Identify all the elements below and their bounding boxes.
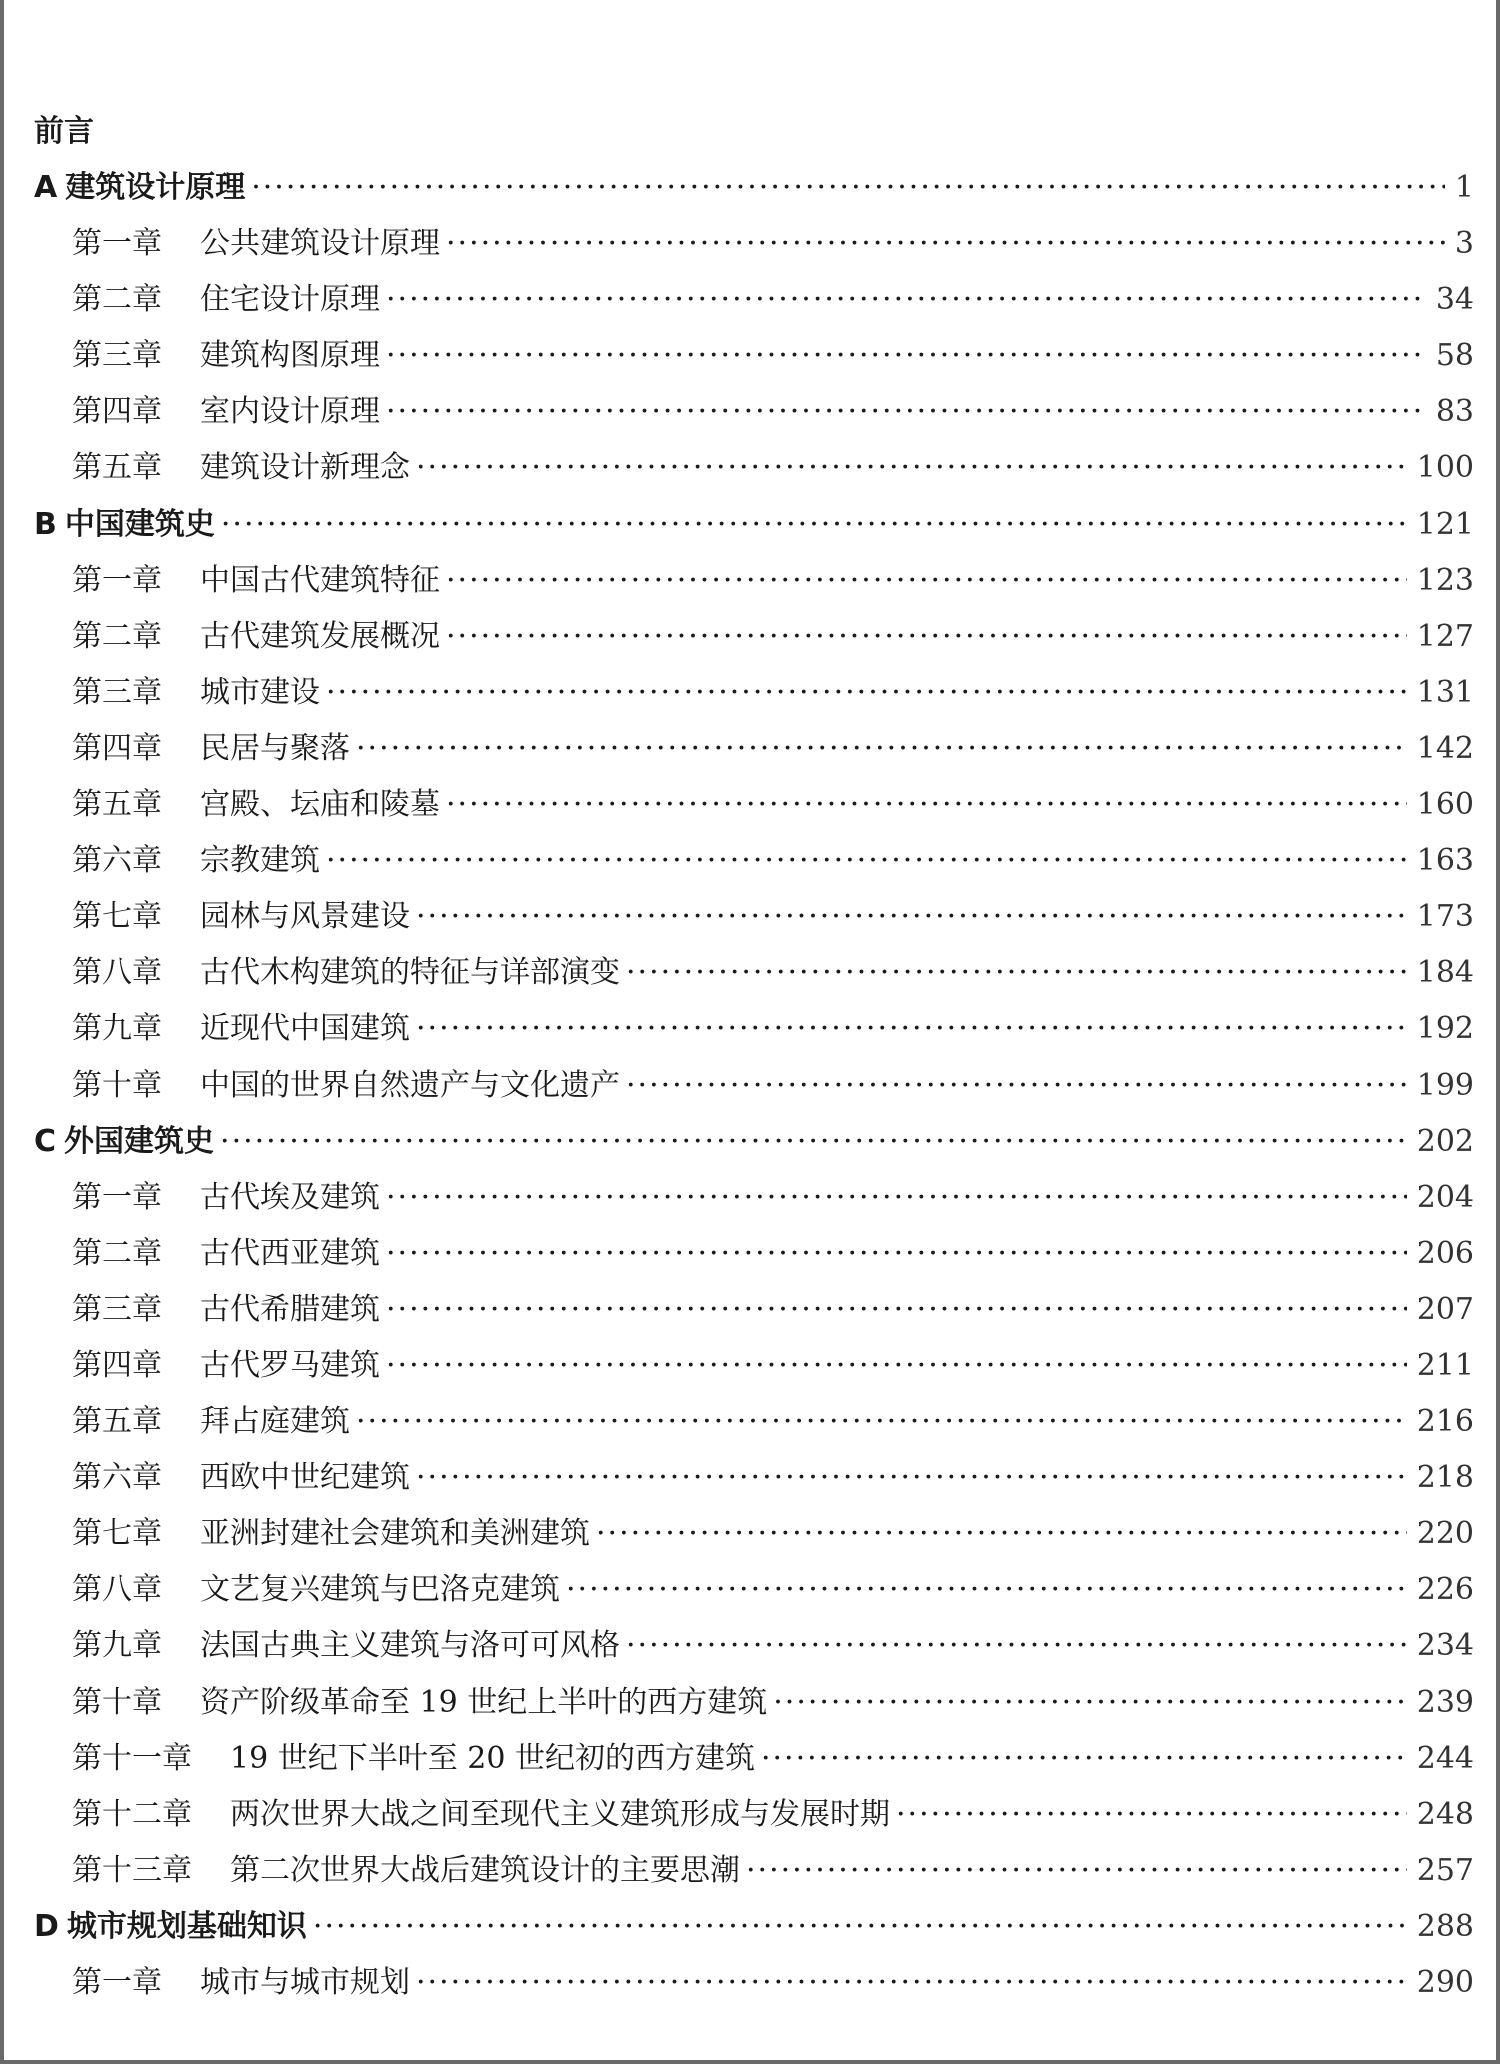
chapter-title: 中国的世界自然遗产与文化遗产 bbox=[200, 1067, 620, 1103]
toc-chapter-row[interactable] bbox=[34, 1618, 1474, 1674]
chapter-page-number: 244 bbox=[1416, 1740, 1474, 1776]
chapter-number: 第十章 bbox=[72, 1067, 162, 1103]
dot-leader bbox=[356, 1394, 1407, 1450]
dot-leader bbox=[386, 1226, 1407, 1282]
section-page-number: 1 bbox=[1454, 170, 1474, 205]
chapter-number: 第九章 bbox=[72, 1628, 162, 1664]
chapter-number: 第七章 bbox=[72, 1516, 162, 1552]
dot-leader bbox=[386, 1338, 1407, 1394]
toc-chapter-row[interactable] bbox=[34, 272, 1474, 328]
toc-chapter-row[interactable] bbox=[34, 777, 1474, 833]
section-letter: A bbox=[34, 170, 58, 205]
toc-chapter-row[interactable] bbox=[34, 1955, 1474, 2011]
dot-leader bbox=[386, 1282, 1407, 1338]
dot-leader bbox=[416, 1450, 1407, 1506]
chapter-page-number: 207 bbox=[1416, 1291, 1474, 1327]
chapter-title: 园林与风景建设 bbox=[200, 899, 410, 935]
section-page-number: 288 bbox=[1416, 1908, 1474, 1944]
dot-leader bbox=[251, 160, 1445, 216]
chapter-number: 第二章 bbox=[72, 1235, 162, 1271]
preface-heading: 前言 bbox=[34, 114, 94, 149]
chapter-title: 近现代中国建筑 bbox=[200, 1011, 410, 1047]
chapter-number: 第一章 bbox=[72, 226, 162, 262]
dot-leader bbox=[761, 1731, 1407, 1787]
dot-leader bbox=[326, 833, 1407, 889]
toc-chapter-row[interactable] bbox=[34, 440, 1474, 496]
chapter-number: 第五章 bbox=[72, 787, 162, 823]
toc-chapter-row[interactable] bbox=[34, 1001, 1474, 1057]
chapter-page-number: 123 bbox=[1416, 562, 1474, 598]
dot-leader bbox=[746, 1843, 1407, 1899]
chapter-title: 住宅设计原理 bbox=[200, 282, 380, 318]
dot-leader bbox=[356, 721, 1407, 777]
section-page-number: 202 bbox=[1416, 1123, 1474, 1159]
dot-leader bbox=[221, 497, 1407, 553]
chapter-number: 第三章 bbox=[72, 1291, 162, 1327]
chapter-title: 宫殿、坛庙和陵墓 bbox=[200, 787, 440, 823]
chapter-page-number: 204 bbox=[1416, 1179, 1474, 1215]
dot-leader bbox=[386, 384, 1426, 440]
toc-chapter-row[interactable] bbox=[34, 945, 1474, 1001]
chapter-number: 第九章 bbox=[72, 1011, 162, 1047]
chapter-number: 第六章 bbox=[72, 843, 162, 879]
chapter-page-number: 163 bbox=[1416, 843, 1474, 879]
section-page-number: 121 bbox=[1416, 506, 1474, 542]
chapter-title: 宗教建筑 bbox=[200, 843, 320, 879]
toc-chapter-row[interactable] bbox=[34, 553, 1474, 609]
dot-leader bbox=[596, 1506, 1407, 1562]
dot-leader bbox=[446, 777, 1407, 833]
section-title: 城市规划基础知识 bbox=[66, 1908, 307, 1944]
dot-leader bbox=[386, 1170, 1407, 1226]
section-letter: D bbox=[34, 1908, 59, 1944]
chapter-title: 19 世纪下半叶至 20 世纪初的西方建筑 bbox=[230, 1740, 755, 1776]
chapter-number: 第十三章 bbox=[72, 1852, 192, 1888]
dot-leader bbox=[326, 665, 1407, 721]
chapter-title: 第二次世界大战后建筑设计的主要思潮 bbox=[230, 1852, 740, 1888]
chapter-page-number: 83 bbox=[1435, 394, 1474, 430]
chapter-page-number: 206 bbox=[1416, 1235, 1474, 1271]
chapter-title: 文艺复兴建筑与巴洛克建筑 bbox=[200, 1572, 560, 1608]
chapter-title: 建筑构图原理 bbox=[200, 338, 380, 374]
chapter-page-number: 173 bbox=[1416, 899, 1474, 935]
toc-chapter-row[interactable] bbox=[34, 384, 1474, 440]
chapter-title: 公共建筑设计原理 bbox=[200, 226, 440, 262]
dot-leader bbox=[386, 328, 1426, 384]
chapter-number: 第一章 bbox=[72, 1179, 162, 1215]
toc-chapter-row[interactable] bbox=[34, 1170, 1474, 1226]
chapter-number: 第一章 bbox=[72, 1965, 162, 2000]
toc-chapter-row[interactable] bbox=[34, 1731, 1474, 1787]
chapter-number: 第三章 bbox=[72, 674, 162, 710]
dot-leader bbox=[626, 1618, 1407, 1674]
chapter-page-number: 142 bbox=[1416, 730, 1474, 766]
chapter-title: 亚洲封建社会建筑和美洲建筑 bbox=[200, 1516, 590, 1552]
toc-chapter-row[interactable] bbox=[34, 833, 1474, 889]
dot-leader bbox=[416, 1001, 1407, 1057]
toc-section-row[interactable] bbox=[34, 1114, 1474, 1170]
chapter-page-number: 211 bbox=[1416, 1347, 1474, 1383]
chapter-number: 第八章 bbox=[72, 1572, 162, 1608]
section-letter: B bbox=[34, 506, 57, 542]
dot-leader bbox=[416, 889, 1407, 945]
chapter-page-number: 199 bbox=[1416, 1067, 1474, 1103]
toc-chapter-row[interactable] bbox=[34, 889, 1474, 945]
chapter-page-number: 290 bbox=[1416, 1965, 1474, 2000]
toc-chapter-row[interactable] bbox=[34, 1506, 1474, 1562]
dot-leader bbox=[416, 1955, 1407, 2011]
chapter-page-number: 192 bbox=[1416, 1011, 1474, 1047]
toc-chapter-row[interactable] bbox=[34, 216, 1474, 272]
chapter-number: 第二章 bbox=[72, 282, 162, 318]
chapter-page-number: 234 bbox=[1416, 1628, 1474, 1664]
chapter-page-number: 218 bbox=[1416, 1460, 1474, 1496]
chapter-page-number: 34 bbox=[1435, 282, 1474, 318]
chapter-title: 城市与城市规划 bbox=[200, 1965, 410, 2000]
dot-leader bbox=[446, 553, 1407, 609]
chapter-page-number: 248 bbox=[1416, 1796, 1474, 1832]
dot-leader bbox=[446, 216, 1445, 272]
chapter-page-number: 226 bbox=[1416, 1572, 1474, 1608]
chapter-page-number: 220 bbox=[1416, 1516, 1474, 1552]
chapter-title: 中国古代建筑特征 bbox=[200, 562, 440, 598]
toc-chapter-row[interactable] bbox=[34, 1787, 1474, 1843]
chapter-number: 第五章 bbox=[72, 450, 162, 486]
chapter-number: 第四章 bbox=[72, 730, 162, 766]
toc-chapter-row[interactable] bbox=[34, 1394, 1474, 1450]
chapter-title: 两次世界大战之间至现代主义建筑形成与发展时期 bbox=[230, 1796, 890, 1832]
dot-leader bbox=[566, 1562, 1407, 1618]
chapter-page-number: 257 bbox=[1416, 1852, 1474, 1888]
chapter-title: 古代埃及建筑 bbox=[200, 1179, 380, 1215]
chapter-number: 第十二章 bbox=[72, 1796, 192, 1832]
toc-chapter-row[interactable] bbox=[34, 1338, 1474, 1394]
toc-chapter-row[interactable] bbox=[34, 1226, 1474, 1282]
toc-section-row[interactable] bbox=[34, 160, 1474, 216]
chapter-number: 第五章 bbox=[72, 1404, 162, 1440]
chapter-page-number: 239 bbox=[1416, 1684, 1474, 1720]
toc-chapter-row[interactable] bbox=[34, 721, 1474, 777]
dot-leader bbox=[386, 272, 1426, 328]
toc-section-row[interactable] bbox=[34, 497, 1474, 553]
toc-chapter-row[interactable] bbox=[34, 1843, 1474, 1899]
chapter-number: 第十章 bbox=[72, 1684, 162, 1720]
section-title: 建筑设计原理 bbox=[65, 170, 246, 205]
chapter-number: 第十一章 bbox=[72, 1740, 192, 1776]
chapter-number: 第四章 bbox=[72, 394, 162, 430]
dot-leader bbox=[313, 1899, 1407, 1955]
toc-section-row[interactable] bbox=[34, 1899, 1474, 1955]
toc-chapter-row[interactable] bbox=[34, 1282, 1474, 1338]
dot-leader bbox=[626, 945, 1407, 1001]
dot-leader bbox=[896, 1787, 1407, 1843]
chapter-number: 第六章 bbox=[72, 1460, 162, 1496]
chapter-title: 民居与聚落 bbox=[200, 730, 350, 766]
chapter-title: 古代西亚建筑 bbox=[200, 1235, 380, 1271]
chapter-number: 第八章 bbox=[72, 955, 162, 991]
chapter-title: 古代希腊建筑 bbox=[200, 1291, 380, 1327]
chapter-page-number: 184 bbox=[1416, 955, 1474, 991]
chapter-number: 第四章 bbox=[72, 1347, 162, 1383]
chapter-title: 资产阶级革命至 19 世纪上半叶的西方建筑 bbox=[200, 1684, 768, 1720]
chapter-title: 西欧中世纪建筑 bbox=[200, 1460, 410, 1496]
chapter-page-number: 58 bbox=[1435, 338, 1474, 374]
chapter-number: 第一章 bbox=[72, 562, 162, 598]
section-title: 外国建筑史 bbox=[64, 1123, 215, 1159]
dot-leader bbox=[446, 609, 1407, 665]
toc-chapter-row[interactable] bbox=[34, 1562, 1474, 1618]
toc-chapter-row[interactable] bbox=[34, 1675, 1474, 1731]
dot-leader bbox=[626, 1058, 1407, 1114]
chapter-title: 古代木构建筑的特征与详部演变 bbox=[200, 955, 620, 991]
section-letter: C bbox=[34, 1123, 57, 1159]
chapter-title: 室内设计原理 bbox=[200, 394, 380, 430]
toc-chapter-row[interactable] bbox=[34, 665, 1474, 721]
chapter-title: 古代罗马建筑 bbox=[200, 1347, 380, 1383]
toc-chapter-row[interactable] bbox=[34, 328, 1474, 384]
chapter-number: 第三章 bbox=[72, 338, 162, 374]
dot-leader bbox=[773, 1675, 1406, 1731]
toc-chapter-row[interactable] bbox=[34, 609, 1474, 665]
dot-leader bbox=[220, 1114, 1407, 1170]
chapter-title: 城市建设 bbox=[200, 674, 320, 710]
chapter-title: 建筑设计新理念 bbox=[200, 450, 410, 486]
chapter-number: 第七章 bbox=[72, 899, 162, 935]
table-of-contents bbox=[34, 104, 1474, 2011]
chapter-page-number: 3 bbox=[1454, 226, 1474, 262]
section-title: 中国建筑史 bbox=[64, 506, 215, 542]
chapter-page-number: 160 bbox=[1416, 787, 1474, 823]
chapter-title: 古代建筑发展概况 bbox=[200, 618, 440, 654]
chapter-title: 拜占庭建筑 bbox=[200, 1404, 350, 1440]
chapter-page-number: 131 bbox=[1416, 674, 1474, 710]
toc-chapter-row[interactable] bbox=[34, 1058, 1474, 1114]
chapter-page-number: 127 bbox=[1416, 618, 1474, 654]
toc-chapter-row[interactable] bbox=[34, 1450, 1474, 1506]
dot-leader bbox=[416, 440, 1407, 496]
chapter-page-number: 216 bbox=[1416, 1404, 1474, 1440]
chapter-number: 第二章 bbox=[72, 618, 162, 654]
chapter-title: 法国古典主义建筑与洛可可风格 bbox=[200, 1628, 620, 1664]
chapter-page-number: 100 bbox=[1416, 450, 1474, 486]
